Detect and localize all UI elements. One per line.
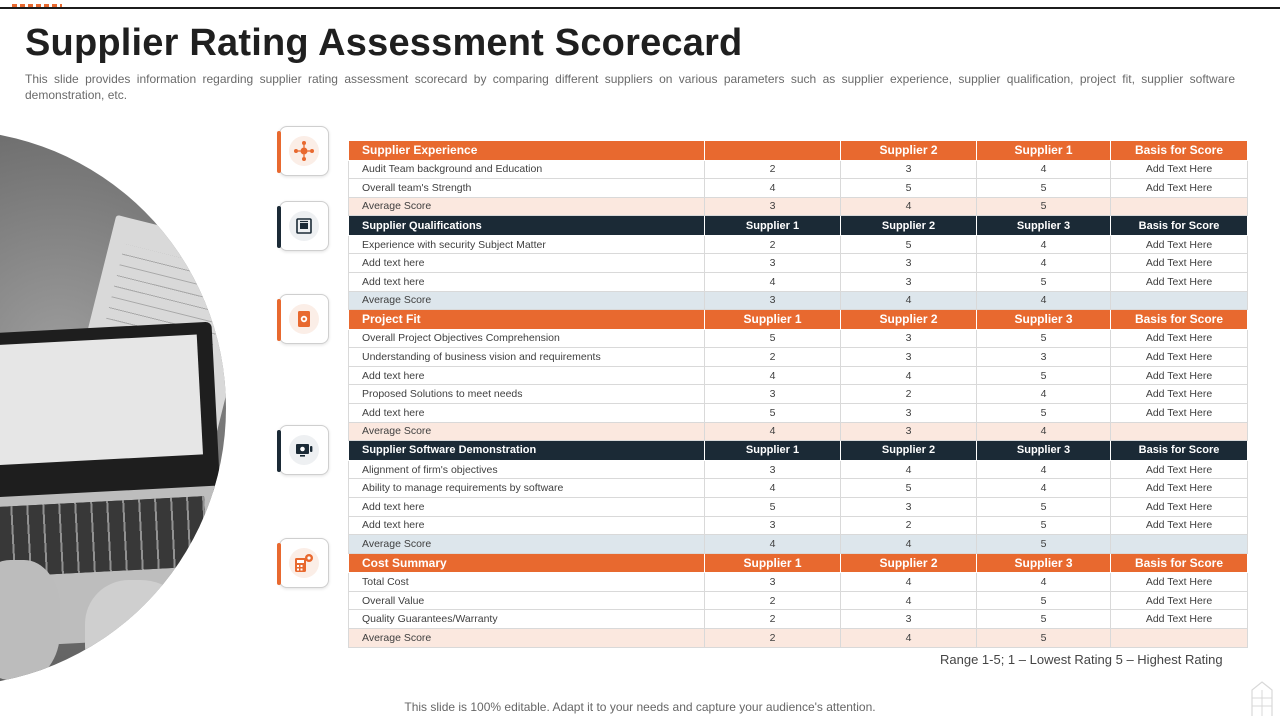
table-cell: Supplier 2	[841, 141, 977, 161]
table-row	[349, 366, 1248, 385]
table-cell: Add text here	[349, 516, 705, 535]
table-cell: 3	[705, 460, 841, 479]
table-cell: Supplier 2	[841, 310, 977, 330]
table-cell: 4	[841, 573, 977, 592]
range-note: Range 1-5; 1 – Lowest Rating 5 – Highest Rating	[940, 652, 1223, 667]
table-row	[349, 272, 1248, 291]
table-cell: Average Score	[349, 535, 705, 554]
table-cell: Supplier 1	[705, 216, 841, 236]
table-cell: Add Text Here	[1111, 460, 1248, 479]
top-rule	[0, 7, 1280, 9]
monitor-settings-icon	[279, 425, 329, 475]
table-cell: 3	[841, 254, 977, 273]
average-score-row	[349, 197, 1248, 216]
section-header-row	[349, 553, 1248, 573]
table-cell: 4	[977, 291, 1111, 310]
table-row	[349, 385, 1248, 404]
calculator-gear-icon	[279, 538, 329, 588]
table-cell: Add Text Here	[1111, 366, 1248, 385]
network-idea-icon	[279, 126, 329, 176]
table-cell: Total Cost	[349, 573, 705, 592]
table-cell: 4	[977, 235, 1111, 254]
table-cell: 4	[705, 535, 841, 554]
table-cell: Basis for Score	[1111, 141, 1248, 161]
table-cell: 4	[705, 479, 841, 498]
table-row	[349, 479, 1248, 498]
table-row	[349, 348, 1248, 367]
table-cell: Ability to manage requirements by software	[349, 479, 705, 498]
table-cell: 5	[841, 179, 977, 198]
table-cell: Basis for Score	[1111, 310, 1248, 330]
table-cell: 4	[841, 366, 977, 385]
building-watermark-icon	[1248, 676, 1276, 716]
table-cell: 5	[977, 179, 1111, 198]
table-cell: 5	[705, 404, 841, 423]
table-cell: 4	[977, 385, 1111, 404]
table-cell: 4	[705, 179, 841, 198]
average-score-row	[349, 535, 1248, 554]
table-cell: Supplier 2	[841, 553, 977, 573]
table-cell: Average Score	[349, 628, 705, 647]
table-cell: 4	[841, 197, 977, 216]
table-cell: Add Text Here	[1111, 179, 1248, 198]
table-cell: 3	[705, 516, 841, 535]
laptop-photo	[0, 130, 226, 686]
table-cell: 2	[705, 160, 841, 179]
table-row	[349, 610, 1248, 629]
table-cell: Supplier Software Demonstration	[349, 441, 705, 461]
document-gear-icon	[279, 294, 329, 344]
table-cell: 5	[841, 479, 977, 498]
table-cell: 3	[705, 197, 841, 216]
table-cell: Supplier 2	[841, 216, 977, 236]
table-cell: 4	[705, 366, 841, 385]
table-cell: Project Fit	[349, 310, 705, 330]
table-cell: 3	[841, 348, 977, 367]
table-cell: Supplier Qualifications	[349, 216, 705, 236]
table-cell	[1111, 291, 1248, 310]
scorecard-table	[348, 140, 1248, 648]
table-cell: Average Score	[349, 291, 705, 310]
table-cell: Supplier 1	[977, 141, 1111, 161]
table-cell: Supplier 3	[977, 216, 1111, 236]
table-cell: 4	[977, 254, 1111, 273]
table-cell: 3	[841, 497, 977, 516]
section-header-row	[349, 310, 1248, 330]
table-cell	[1111, 422, 1248, 441]
page-title: Supplier Rating Assessment Scorecard	[25, 22, 743, 64]
table-cell: Supplier 1	[705, 310, 841, 330]
table-cell: Proposed Solutions to meet needs	[349, 385, 705, 404]
table-row	[349, 235, 1248, 254]
table-cell: 5	[705, 497, 841, 516]
table-cell	[1111, 628, 1248, 647]
table-cell: 5	[977, 591, 1111, 610]
table-cell: Add Text Here	[1111, 348, 1248, 367]
table-cell: 2	[705, 348, 841, 367]
table-cell: Add Text Here	[1111, 272, 1248, 291]
table-cell: Overall team's Strength	[349, 179, 705, 198]
table-cell: Add Text Here	[1111, 497, 1248, 516]
table-cell: Basis for Score	[1111, 216, 1248, 236]
table-cell: 4	[841, 291, 977, 310]
table-cell: Add text here	[349, 366, 705, 385]
section-header-row	[349, 141, 1248, 161]
table-row	[349, 329, 1248, 348]
table-cell: Add Text Here	[1111, 479, 1248, 498]
table-cell: Quality Guarantees/Warranty	[349, 610, 705, 629]
table-cell: Experience with security Subject Matter	[349, 235, 705, 254]
table-cell	[1111, 197, 1248, 216]
table-cell: Add Text Here	[1111, 610, 1248, 629]
footer-note: This slide is 100% editable. Adapt it to your needs and capture your audience's attention.	[404, 700, 876, 714]
table-cell: Supplier 3	[977, 441, 1111, 461]
table-cell: 5	[841, 235, 977, 254]
table-cell: Add Text Here	[1111, 404, 1248, 423]
table-cell: 2	[705, 610, 841, 629]
table-cell: Add text here	[349, 497, 705, 516]
table-cell: Supplier 3	[977, 310, 1111, 330]
table-cell: Add text here	[349, 254, 705, 273]
table-cell: Supplier 1	[705, 441, 841, 461]
presentation-board-icon	[279, 201, 329, 251]
table-cell: 5	[977, 272, 1111, 291]
table-cell: 5	[977, 535, 1111, 554]
table-cell: Understanding of business vision and requirements	[349, 348, 705, 367]
table-cell: Add text here	[349, 404, 705, 423]
table-cell: 3	[977, 348, 1111, 367]
table-cell: Overall Value	[349, 591, 705, 610]
table-row	[349, 160, 1248, 179]
table-cell: 3	[705, 254, 841, 273]
table-cell: 5	[977, 610, 1111, 629]
table-cell: Add Text Here	[1111, 160, 1248, 179]
section-header-row	[349, 441, 1248, 461]
average-score-row	[349, 422, 1248, 441]
table-cell: Add Text Here	[1111, 573, 1248, 592]
table-row	[349, 573, 1248, 592]
table-cell: 2	[841, 516, 977, 535]
table-cell: 4	[841, 628, 977, 647]
table-cell: 4	[705, 422, 841, 441]
table-cell: 4	[841, 591, 977, 610]
table-cell: Supplier Experience	[349, 141, 705, 161]
table-cell: Supplier 3	[977, 553, 1111, 573]
table-cell: Audit Team background and Education	[349, 160, 705, 179]
table-cell: 5	[977, 516, 1111, 535]
table-cell: 5	[977, 197, 1111, 216]
table-cell: 3	[841, 160, 977, 179]
table-row	[349, 460, 1248, 479]
table-cell: 2	[705, 628, 841, 647]
page-subtitle: This slide provides information regarding supplier rating assessment scorecard by comparing different suppliers on various parameters such as supplier experience, supplier qualification, project fit, supplier software demonstration, etc.	[25, 72, 1235, 102]
table-cell: Add Text Here	[1111, 329, 1248, 348]
table-cell: Add Text Here	[1111, 385, 1248, 404]
table-cell: 2	[705, 235, 841, 254]
table-cell: 5	[977, 404, 1111, 423]
table-cell: 5	[977, 628, 1111, 647]
table-cell: 3	[841, 422, 977, 441]
table-cell: 4	[977, 479, 1111, 498]
table-cell: 3	[705, 385, 841, 404]
table-cell: Add Text Here	[1111, 235, 1248, 254]
table-cell: Add Text Here	[1111, 254, 1248, 273]
table-cell: Alignment of firm's objectives	[349, 460, 705, 479]
table-cell: 3	[841, 329, 977, 348]
table-cell: Cost Summary	[349, 553, 705, 573]
table-cell: 2	[841, 385, 977, 404]
table-row	[349, 254, 1248, 273]
table-cell: Supplier 2	[841, 441, 977, 461]
table-cell: 3	[705, 573, 841, 592]
table-cell: 4	[977, 460, 1111, 479]
table-cell: 4	[841, 535, 977, 554]
table-cell: Average Score	[349, 422, 705, 441]
table-cell: 4	[977, 573, 1111, 592]
table-cell: 5	[977, 497, 1111, 516]
average-score-row	[349, 291, 1248, 310]
table-cell: Add Text Here	[1111, 516, 1248, 535]
table-cell: 3	[705, 291, 841, 310]
table-cell: Average Score	[349, 197, 705, 216]
table-cell: 3	[841, 610, 977, 629]
table-cell: Supplier 1	[705, 553, 841, 573]
table-cell	[705, 141, 841, 161]
table-row	[349, 591, 1248, 610]
table-cell: 4	[841, 460, 977, 479]
table-cell: Overall Project Objectives Comprehension	[349, 329, 705, 348]
table-cell: 3	[841, 272, 977, 291]
average-score-row	[349, 628, 1248, 647]
table-cell: Basis for Score	[1111, 553, 1248, 573]
table-cell: 5	[977, 366, 1111, 385]
section-header-row	[349, 216, 1248, 236]
table-cell: 3	[841, 404, 977, 423]
table-row	[349, 516, 1248, 535]
table-cell: 4	[977, 422, 1111, 441]
table-cell: Add text here	[349, 272, 705, 291]
table-cell: 5	[977, 329, 1111, 348]
table-cell: Add Text Here	[1111, 591, 1248, 610]
table-row	[349, 179, 1248, 198]
table-cell: 5	[705, 329, 841, 348]
table-cell	[1111, 535, 1248, 554]
table-row	[349, 404, 1248, 423]
table-row	[349, 497, 1248, 516]
table-cell: 4	[705, 272, 841, 291]
table-cell: Basis for Score	[1111, 441, 1248, 461]
table-cell: 2	[705, 591, 841, 610]
table-cell: 4	[977, 160, 1111, 179]
